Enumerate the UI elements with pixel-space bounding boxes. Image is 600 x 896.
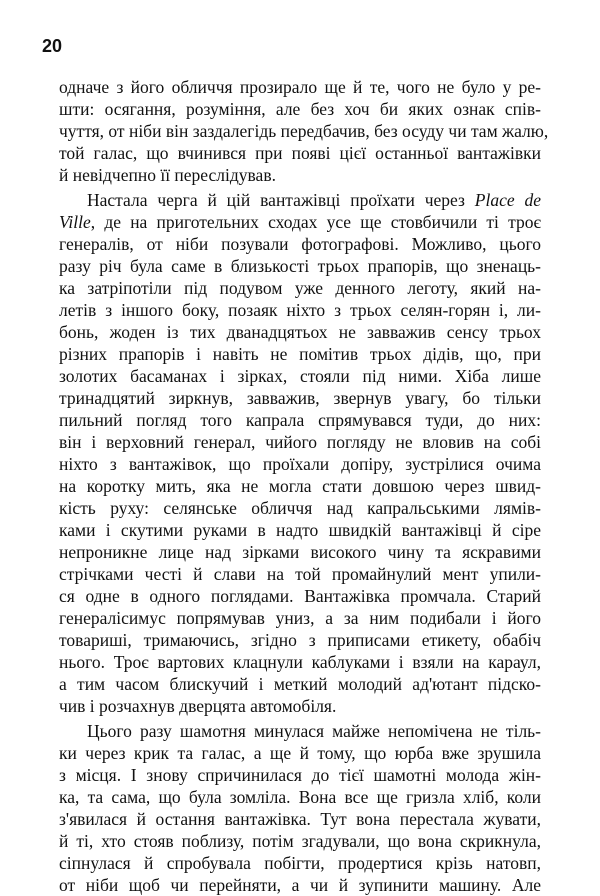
text-line: й невідчепно її переслідував. (59, 165, 276, 185)
paragraph (59, 76, 549, 186)
paragraph (59, 720, 541, 896)
text-line: ками і скутими руками в надто швидкій вантажівці й сіре (59, 520, 541, 540)
text-line: одначе з його обличчя прозирало ще й те, чого не було у ре- (59, 77, 541, 97)
text-line: ніхто з вантажівок, що проїхали допіру, зустрілися очима (59, 454, 541, 474)
text-line: Настала черга й цій вантажівці проїхати через Place de (87, 190, 542, 210)
text-line: золотих басаманах і зірках, стояли під ними. Хіба лише (59, 366, 541, 386)
text-line: а тим часом блискучий і меткий молодий ад'ютант підско- (59, 674, 541, 694)
text-line: бонь, жоден із тих дванадцятьох не завважив сенсу трьох (59, 322, 541, 342)
text-line: ка, та сама, що була зомліла. Вона все ще гризла хліб, коли (59, 787, 541, 807)
text-line: ки через крик та галас, а ще й тому, що юрба вже зрушила (59, 743, 541, 763)
text-line: на коротку мить, яка не могла стати довшою через швид- (59, 476, 541, 496)
text-line: непроникне лице над зірками високого чину та яскравими (59, 542, 541, 562)
text-line: пильний погляд того капрала спрямувався туди, до них: (59, 410, 541, 430)
text-line: стрічками честі й слави на той промайнулий мент упили- (59, 564, 541, 584)
body-text (59, 76, 549, 896)
paragraph (59, 189, 541, 717)
text-line: шти: осягання, розуміння, але без хоч би яких ознак спів- (59, 99, 541, 119)
text-line: ка затріпотіли під подувом уже денного леготу, який на- (59, 278, 541, 298)
text-line: й ті, хто стояв поблизу, потім згадували, що вона скрикнула, (59, 831, 541, 851)
text-line: сіпнулася й спробувала побігти, продертися крізь натовп, (59, 853, 541, 873)
text-line: з'явилася й остання вантажівка. Тут вона перестала жувати, (59, 809, 541, 829)
text-line: тринадцятий зиркнув, завважив, звернув увагу, бо тільки (59, 388, 541, 408)
page-number: 20 (42, 36, 63, 56)
text-line: ся одне в одного поглядами. Вантажівка промчала. Старий (59, 586, 541, 606)
text-line: генералісимус попрямував униз, а за ним подибали і його (59, 608, 541, 628)
text-line: Цього разу шамотня минулася майже непомічена не тіль- (87, 721, 541, 741)
text-line: разу річ була саме в близькості трьох прапорів, що зненаць- (59, 256, 541, 276)
text-line: різних прапорів і навіть не помітив трьох дідів, що, при (59, 344, 541, 364)
text-line: генералів, от ніби позували фотографові. Можливо, цього (59, 234, 541, 254)
text-line: товариші, тримаючись, згідно з приписами етикету, обабіч (59, 630, 541, 650)
text-line: він і верховний генерал, чийого погляду не вловив на собі (59, 432, 541, 452)
text-line: чуття, от ніби він заздалегідь передбачив, без осуду чи там жалю, (59, 121, 549, 141)
text-line: кість руху: селянське обличчя над капральськими лямів- (59, 498, 541, 518)
italic-place-name: Ville (59, 212, 91, 232)
text-line: летів з іншого боку, позаяк ніхто з трьох селян-горян і, ли- (59, 300, 541, 320)
italic-place-name: Place de (474, 190, 542, 210)
text-line: нього. Троє вартових клацнули каблуками і взяли на караул, (59, 652, 541, 672)
text-line: чив і розчахнув дверцята автомобіля. (59, 696, 337, 716)
text-line: от ніби щоб чи перейняти, а чи й зупинити машину. Але (59, 875, 541, 895)
text-line: той галас, що вчинився при появі цієї останньої вантажівки (59, 143, 541, 163)
text-line: з місця. І знову спричинилася до тієї шамотні молода жін- (59, 765, 541, 785)
text-line: Ville, де на приготельних сходах усе ще стовбичили ті троє (59, 212, 541, 232)
